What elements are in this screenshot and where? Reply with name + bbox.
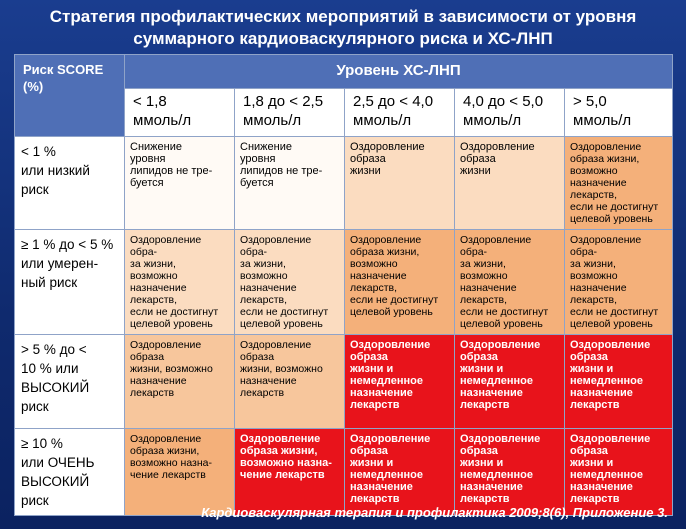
table-row (15, 137, 673, 230)
table-cell: Оздоровление обра- за жизни, возможно назначение лекарств, если не достигнут целевой уровень (455, 230, 565, 335)
table-cell: Оздоровление обра- за жизни, возможно назначение лекарств, если не достигнут целевой уровень (235, 230, 345, 335)
table-cell: Снижение уровня липидов не тре- буется (125, 137, 235, 230)
source-citation: Кардиоваскулярная терапия и профилактика 2009;8(6), Приложение 3. (201, 505, 668, 520)
table-cell: Оздоровление образа жизни, возможно назначение лекарств (125, 335, 235, 429)
table-cell: Оздоровление образа жизни, возможно назначение лекарств, если не достигнут целевой уровень (345, 230, 455, 335)
table-cell: Оздоровление образа жизни и немедленное назначение лекарств (565, 429, 673, 516)
slide-title (0, 6, 686, 50)
table-cell: Оздоровление образа жизни, возможно назначение лекарств (235, 335, 345, 429)
table-cell: Оздоровление образа жизни, возможно назна- чение лекарств (125, 429, 235, 516)
range-header: > 5,0 ммоль/л (565, 89, 673, 137)
table-cell: Снижение уровня липидов не тре- буется (235, 137, 345, 230)
table-cell: Оздоровление образа жизни и немедленное назначение лекарств (565, 335, 673, 429)
range-header: < 1,8 ммоль/л (125, 89, 235, 137)
table-cell: Оздоровление образа жизни (345, 137, 455, 230)
table-cell: Оздоровление образа жизни, возможно назна- чение лекарств (235, 429, 345, 516)
table-cell: Оздоровление обра- за жизни, возможно назначение лекарств, если не достигнут целевой уровень (125, 230, 235, 335)
table-row (15, 429, 673, 516)
row-label: ≥ 1 % до < 5 % или умерен- ный риск (15, 230, 125, 335)
title-line-1: Стратегия профилактических мероприятий в зависимости от уровня (49, 7, 637, 26)
title-line-2: суммарного кардиоваскулярного риска и ХС-ЛНП (133, 29, 553, 48)
table-row (15, 335, 673, 429)
table-cell: Оздоровление образа жизни (455, 137, 565, 230)
table-cell: Оздоровление образа жизни и немедленное назначение лекарств (345, 429, 455, 516)
row-label: ≥ 10 % или ОЧЕНЬ ВЫСОКИЙ риск (15, 429, 125, 516)
table-cell: Оздоровление образа жизни и немедленное назначение лекарств (345, 335, 455, 429)
ldl-level-header: Уровень ХС-ЛНП (125, 55, 673, 89)
table-cell: Оздоровление образа жизни и немедленное назначение лекарств (455, 335, 565, 429)
range-header: 4,0 до < 5,0 ммоль/л (455, 89, 565, 137)
row-label: < 1 % или низкий риск (15, 137, 125, 230)
score-header: Риск SCORE (%) (15, 55, 125, 137)
table-cell: Оздоровление обра- за жизни, возможно назначение лекарств, если не достигнут целевой уровень (565, 230, 673, 335)
risk-strategy-table (14, 54, 673, 516)
range-header: 1,8 до < 2,5 ммоль/л (235, 89, 345, 137)
table-cell: Оздоровление образа жизни и немедленное назначение лекарств (455, 429, 565, 516)
row-label: > 5 % до < 10 % или ВЫСОКИЙ риск (15, 335, 125, 429)
table-cell: Оздоровление образа жизни, возможно назначение лекарств, если не достигнут целевой уровень (565, 137, 673, 230)
table-row (15, 230, 673, 335)
range-header: 2,5 до < 4,0 ммоль/л (345, 89, 455, 137)
